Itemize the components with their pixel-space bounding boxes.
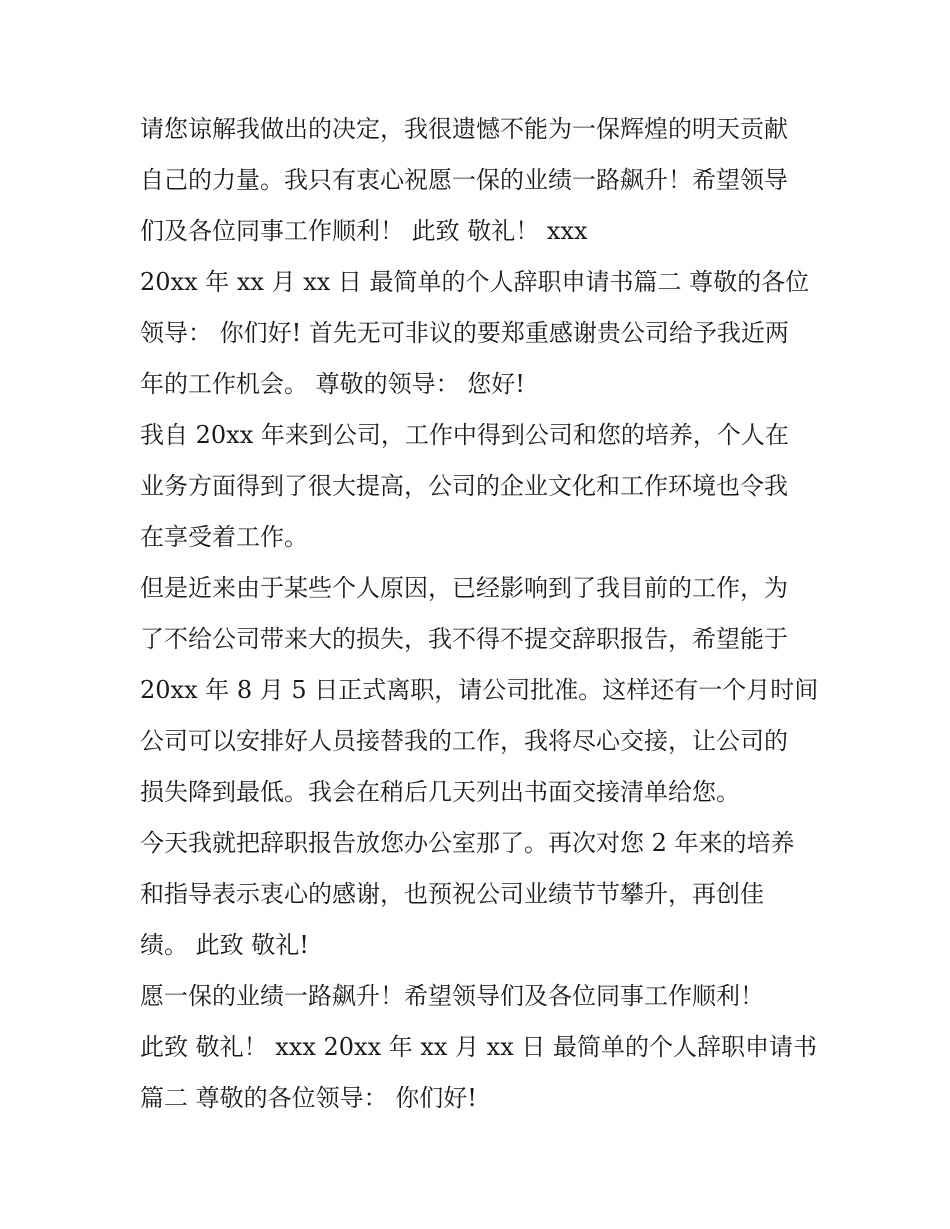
text-line: 我自 20xx 年来到公司，工作中得到公司和您的培养，个人在 [140, 421, 789, 449]
text-line: 年的工作机会。 尊敬的领导： 您好! [140, 370, 525, 398]
text-line: 公司可以安排好人员接替我的工作，我将尽心交接，让公司的 [140, 727, 788, 755]
text-line: 愿一保的业绩一路飙升！希望领导们及各位同事工作顺利！ [140, 982, 764, 1010]
text-line: 篇二 尊敬的各位领导： 你们好! [140, 1084, 477, 1112]
text-line: 请您谅解我做出的决定，我很遗憾不能为一保辉煌的明天贡献 [140, 115, 788, 143]
text-line: 业务方面得到了很大提高，公司的企业文化和工作环境也令我 [140, 472, 788, 500]
text-line: 自己的力量。我只有衷心祝愿一保的业绩一路飙升！希望领导 [140, 166, 788, 194]
text-line: 在享受着工作。 [140, 523, 308, 551]
text-line: 了不给公司带来大的损失，我不得不提交辞职报告，希望能于 [140, 625, 788, 653]
text-line: 20xx 年 8 月 5 日正式离职，请公司批准。这样还有一个月时间 [140, 676, 819, 704]
text-line: 损失降到最低。我会在稍后几天列出书面交接清单给您。 [140, 778, 740, 806]
text-line: 绩。 此致 敬礼! [140, 931, 309, 959]
text-line: 和指导表示衷心的感谢，也预祝公司业绩节节攀升，再创佳 [140, 880, 764, 908]
document-body [140, 104, 830, 1124]
text-line: 今天我就把辞职报告放您办公室那了。再次对您 2 年来的培养 [140, 829, 795, 857]
text-line: 领导： 你们好! 首先无可非议的要郑重感谢贵公司给予我近两 [140, 319, 789, 347]
text-line: 此致 敬礼！ xxx 20xx 年 xx 月 xx 日 最简单的个人辞职申请书 [140, 1033, 818, 1061]
text-line: 们及各位同事工作顺利！ 此致 敬礼！ xxx [140, 217, 588, 245]
text-line: 但是近来由于某些个人原因，已经影响到了我目前的工作，为 [140, 574, 788, 602]
text-line: 20xx 年 xx 月 xx 日 最简单的个人辞职申请书篇二 尊敬的各位 [140, 268, 810, 296]
